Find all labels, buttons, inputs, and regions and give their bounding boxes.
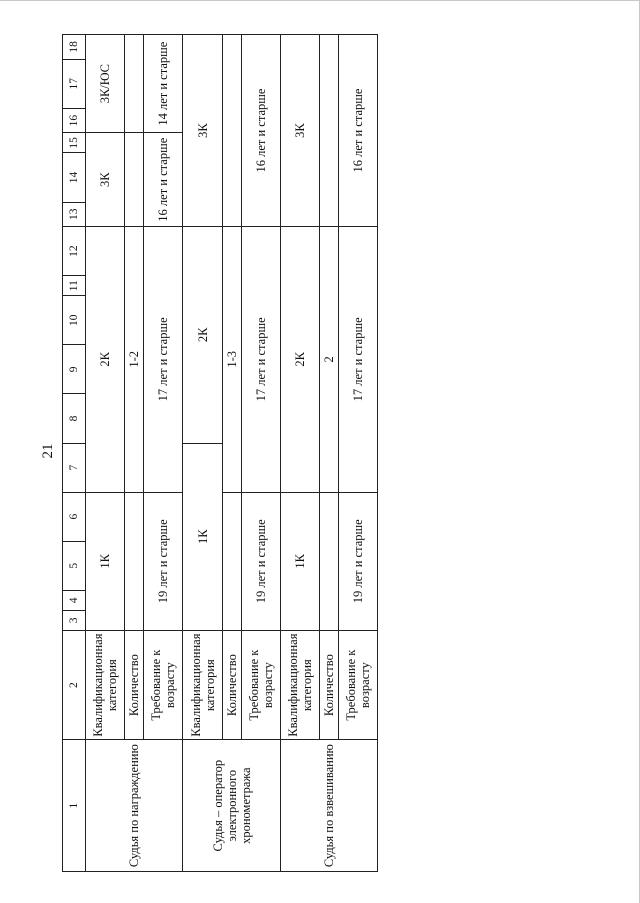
table-row	[183, 35, 222, 872]
table-cell: 1К	[183, 443, 222, 630]
table-cell: 3К/ЮС	[86, 35, 125, 133]
table-cell: 16 лет и старше	[144, 133, 183, 227]
table-row	[86, 35, 125, 872]
table-cell: 19 лет и старше	[241, 492, 280, 630]
column-header: 3	[63, 610, 86, 630]
table-cell: 2	[319, 227, 338, 493]
column-header: 6	[63, 492, 86, 541]
column-header: 8	[63, 394, 86, 443]
table-cell	[319, 492, 338, 630]
column-header: 7	[63, 443, 86, 492]
table-cell	[125, 133, 144, 227]
column-header: 14	[63, 153, 86, 202]
column-header: 2	[63, 630, 86, 739]
column-header: 16	[63, 108, 86, 133]
row-label: Количество	[125, 630, 144, 739]
table-cell: 2К	[280, 227, 319, 493]
discipline-cell: Судья по награждению	[86, 740, 183, 872]
header-row	[63, 35, 86, 872]
row-label: Требование к возрасту	[144, 630, 183, 739]
table-cell: 16 лет и старше	[241, 35, 280, 227]
row-label: Квалификационная категория	[86, 630, 125, 739]
discipline-cell: Судья по взвешиванию	[280, 740, 377, 872]
discipline-cell: Судья – оператор электронного хронометража	[183, 740, 280, 872]
table-cell: 3К	[183, 35, 222, 227]
row-label: Количество	[319, 630, 338, 739]
row-label: Квалификационная категория	[183, 630, 222, 739]
table-cell	[125, 35, 144, 133]
table-cell	[222, 35, 241, 227]
row-label: Количество	[222, 630, 241, 739]
table-cell: 2К	[86, 227, 125, 493]
table-cell: 3К	[280, 35, 319, 227]
table-cell: 2К	[183, 227, 222, 443]
table-cell: 17 лет и старше	[241, 227, 280, 493]
page-number: 21	[40, 443, 56, 459]
table-cell: 16 лет и старше	[338, 35, 377, 227]
column-header: 9	[63, 345, 86, 394]
table-cell	[125, 492, 144, 630]
row-label: Требование к возрасту	[241, 630, 280, 739]
column-header: 15	[63, 133, 86, 153]
table-cell: 17 лет и старше	[338, 227, 377, 493]
row-label: Требование к возрасту	[338, 630, 377, 739]
column-header: 18	[63, 35, 86, 60]
table-cell: 14 лет и старше	[144, 35, 183, 133]
column-header: 10	[63, 296, 86, 345]
column-header: 17	[63, 59, 86, 108]
table-cell: 1-2	[125, 227, 144, 493]
table-cell: 1К	[280, 492, 319, 630]
column-header: 5	[63, 541, 86, 590]
table-cell: 19 лет и старше	[338, 492, 377, 630]
column-header: 4	[63, 590, 86, 610]
table-cell: 1К	[86, 492, 125, 630]
column-header: 1	[63, 740, 86, 872]
column-header: 13	[63, 202, 86, 227]
judges-table	[62, 34, 378, 872]
table-row	[280, 35, 319, 872]
table-cell: 1-3	[222, 227, 241, 493]
table-cell	[319, 35, 338, 227]
column-header: 11	[63, 276, 86, 296]
table-cell: 17 лет и старше	[144, 227, 183, 493]
table-cell: 19 лет и старше	[144, 492, 183, 630]
column-header: 12	[63, 227, 86, 276]
table-cell: 3К	[86, 133, 125, 227]
table-cell	[222, 492, 241, 630]
row-label: Квалификационная категория	[280, 630, 319, 739]
